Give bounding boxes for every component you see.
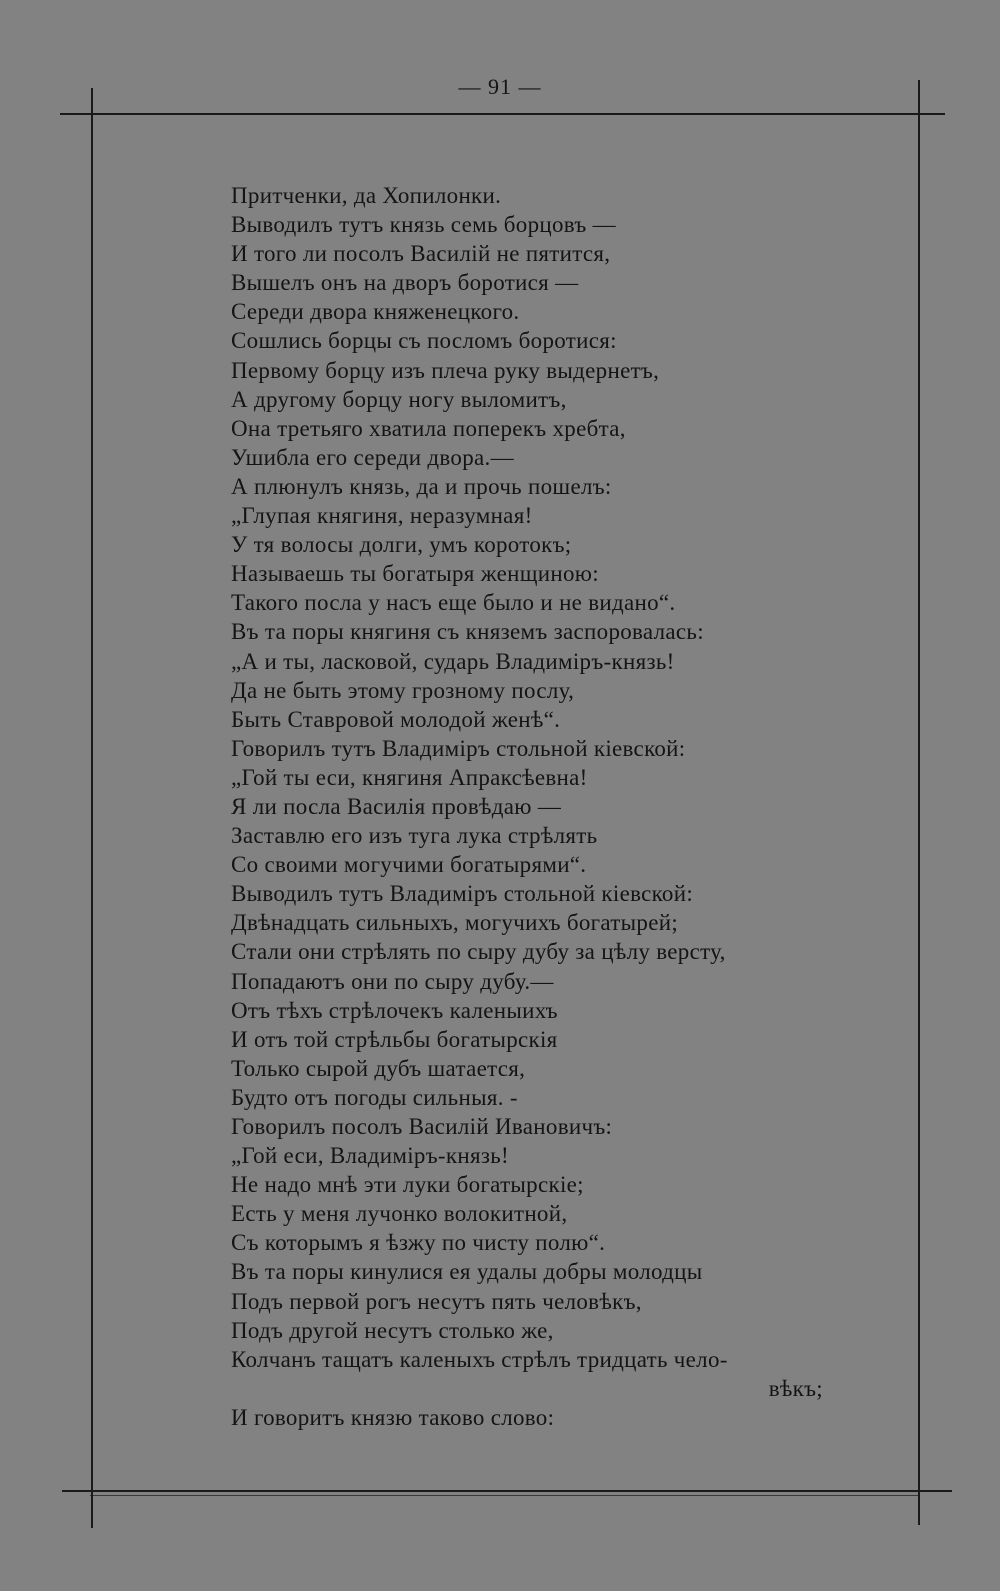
verse-line: Она третьяго хватила поперекъ хребта, xyxy=(231,415,626,441)
left-margin-rule xyxy=(91,88,93,1528)
verse-line-continuation: вѣкъ; xyxy=(768,1375,823,1401)
verse-line: Вышелъ онъ на дворъ боротися — xyxy=(231,270,579,296)
verse-line: Сошлись борцы съ посломъ боротися: xyxy=(231,328,617,354)
verse-line: А плюнулъ князь, да и прочь пошелъ: xyxy=(231,473,612,499)
verse-line: Съ которымъ я ѣзжу по чисту полю“. xyxy=(231,1230,606,1256)
verse-line: Заставлю его изъ туга лука стрѣлять xyxy=(231,823,598,849)
verse-line: Есть у меня лучонко волокитной, xyxy=(231,1201,568,1227)
verse-line: „Гой еси, Владиміръ-князь! xyxy=(231,1143,509,1169)
verse-line: Притченки, да Хопилонки. xyxy=(231,183,502,208)
verse-line: Первому борцу изъ плеча руку выдернетъ, xyxy=(231,357,660,383)
verse-line: Называешь ты богатыря женщиною: xyxy=(231,561,599,587)
verse-line: А другому борцу ногу выломитъ, xyxy=(231,386,567,412)
verse-line: Выводилъ тутъ князь семь борцовъ — xyxy=(231,212,616,238)
verse-line: Со своими могучими богатырями“. xyxy=(231,852,587,878)
verse-line: И говоритъ князю таково слово: xyxy=(231,1404,555,1430)
verse-line: Не надо мнѣ эти луки богатырскіе; xyxy=(231,1172,584,1198)
verse-line: Попадаютъ они по сыру дубу.— xyxy=(231,968,554,994)
verse-line: Говорилъ тутъ Владиміръ стольной кіевской: xyxy=(231,735,686,761)
verse-line: Да не быть этому грозному послу, xyxy=(231,677,575,703)
verse-line: Такого посла у насъ еще было и не видано“. xyxy=(231,590,676,616)
verse-line: У тя волосы долги, умъ коротокъ; xyxy=(231,532,572,558)
verse-line: Отъ тѣхъ стрѣлочекъ каленыихъ xyxy=(231,997,558,1023)
verse-line: Подъ другой несутъ столько же, xyxy=(231,1317,554,1343)
verse-line: Только сырой дубъ шатается, xyxy=(231,1055,526,1081)
footer-rule-inner xyxy=(90,1495,920,1496)
verse-line: И отъ той стрѣльбы богатырскія xyxy=(231,1026,558,1052)
header-rule xyxy=(60,113,945,115)
verse-line: Подъ первой рогъ несутъ пять человѣкъ, xyxy=(231,1288,642,1314)
verse-line: Двѣнадцать сильныхъ, могучихъ богатырей; xyxy=(231,910,679,936)
verse-line: Въ та поры кинулися ея удалы добры молодцы xyxy=(231,1259,703,1285)
page-number: — 91 — xyxy=(458,74,542,99)
verse-line: Ушибла его середи двора.— xyxy=(231,444,514,470)
verse-line: Говорилъ посолъ Василій Ивановичъ: xyxy=(231,1114,613,1139)
verse-line: „А и ты, ласковой, сударь Владиміръ-князь! xyxy=(231,648,675,674)
verse-line: Середи двора княженецкого. xyxy=(231,299,520,325)
verse-line: „Гой ты еси, княгиня Апраксѣевна! xyxy=(231,764,588,790)
verse-line: „Глупая княгиня, неразумная! xyxy=(231,503,533,529)
verse-line: Будто отъ погоды сильныя. - xyxy=(231,1084,518,1110)
verse-text xyxy=(231,181,871,1432)
footer-rule xyxy=(62,1490,952,1492)
right-margin-rule xyxy=(918,80,920,1525)
verse-line: Колчанъ тащатъ каленыхъ стрѣлъ тридцать чело- xyxy=(231,1346,728,1372)
verse-line: Выводилъ тутъ Владиміръ стольной кіевской: xyxy=(231,881,694,907)
verse-line: Въ та поры княгиня съ княземъ заспоровалась: xyxy=(231,619,704,645)
verse-line: Быть Ставровой молодой женѣ“. xyxy=(231,706,561,732)
verse-line: И того ли посолъ Василій не пятится, xyxy=(231,241,611,267)
verse-line: Я ли посла Василія провѣдаю — xyxy=(231,793,562,819)
verse-line: Стали они стрѣлять по сыру дубу за цѣлу версту, xyxy=(231,939,726,965)
